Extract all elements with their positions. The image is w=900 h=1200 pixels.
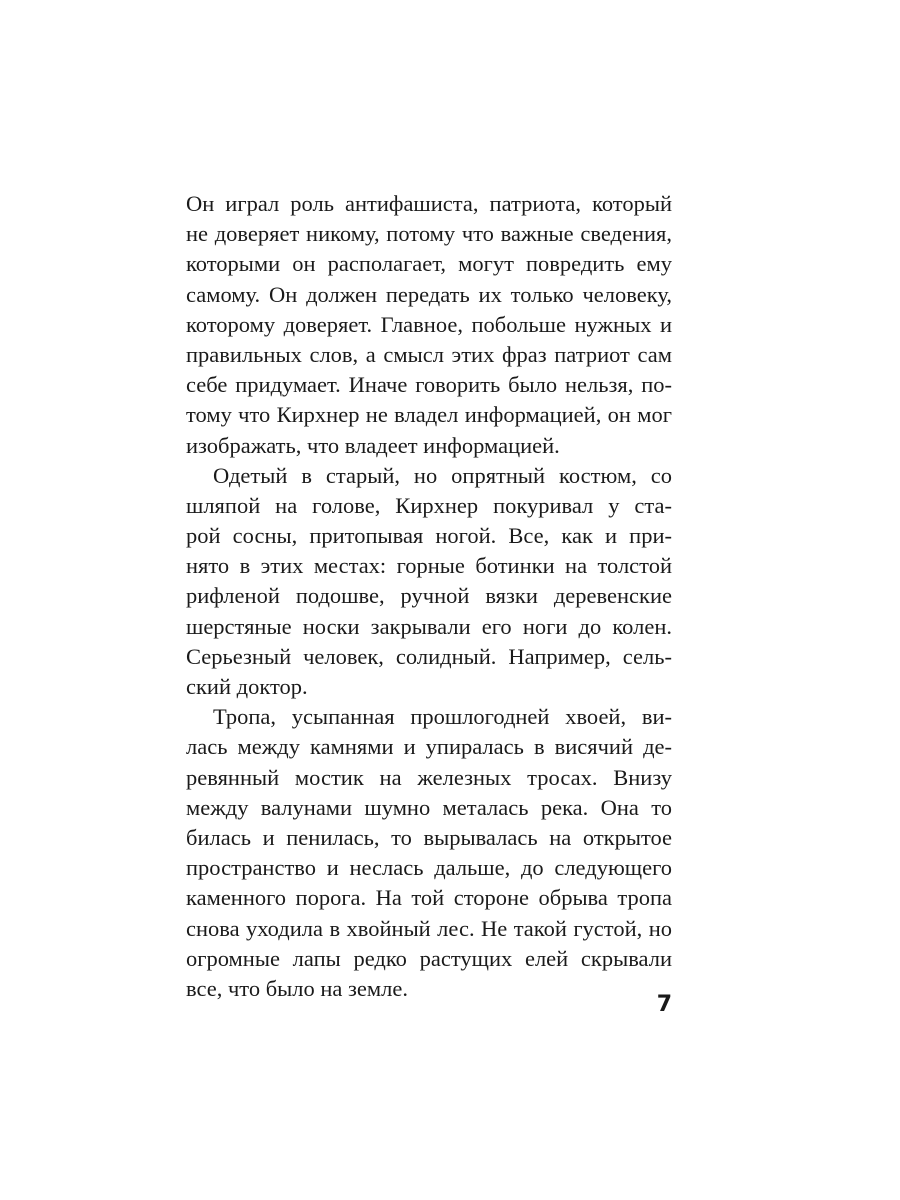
text-line: билась и пенилась, то вырывалась на открытое [186, 824, 672, 850]
text-line: Тропа, усыпанная прошлогодней хвоей, ви- [213, 704, 672, 730]
text-line: каменного порога. На той стороне обрыва тропа [186, 885, 672, 911]
text-line: Он играл роль антифашиста, патриота, который [186, 191, 672, 216]
text-line: ский доктор. [186, 674, 308, 699]
text-line: Серьезный человек, солидный. Например, сель- [186, 643, 672, 669]
text-line: нято в этих местах: горные ботинки на толстой [186, 553, 672, 579]
text-line: лась между камнями и упиралась в висячий де- [186, 734, 672, 760]
paragraph-2 [186, 461, 672, 703]
text-line: изображать, что владеет информацией. [186, 432, 560, 458]
body-text [186, 189, 672, 1004]
text-line: тому что Кирхнер не владел информацией, он мог [186, 402, 672, 428]
text-line: шерстяные носки закрывали его ноги до колен. [186, 613, 672, 639]
text-line: самому. Он должен передать их только человеку, [186, 281, 672, 307]
paragraph-3 [186, 702, 672, 1004]
text-line: шляпой на голове, Кирхнер покуривал у ста- [186, 492, 672, 518]
text-line: огромные лапы редко растущих елей скрывали [186, 945, 672, 971]
text-line: между валунами шумно металась река. Она то [186, 794, 672, 820]
text-line: которому доверяет. Главное, побольше нужных и [186, 311, 672, 337]
text-line: не доверяет никому, потому что важные сведения, [186, 221, 672, 247]
text-line: которыми он располагает, могут повредить ему [186, 251, 672, 277]
text-line: Одетый в старый, но опрятный костюм, со [213, 462, 672, 488]
page-number: 7 [656, 992, 672, 1017]
text-line: себе придумает. Иначе говорить было нельзя, по- [186, 372, 672, 398]
text-line: ревянный мостик на железных тросах. Внизу [186, 764, 672, 790]
text-line: правильных слов, а смысл этих фраз патриот сам [186, 341, 672, 367]
text-line: рой сосны, притопывая ногой. Все, как и при- [186, 523, 672, 549]
text-line: пространство и неслась дальше, до следующего [186, 855, 672, 881]
paragraph-1 [186, 189, 672, 461]
text-line: рифленой подошве, ручной вязки деревенские [186, 583, 672, 609]
text-line: снова уходила в хвойный лес. Не такой густой, но [186, 915, 672, 941]
text-line: все, что было на земле. [186, 975, 408, 1001]
